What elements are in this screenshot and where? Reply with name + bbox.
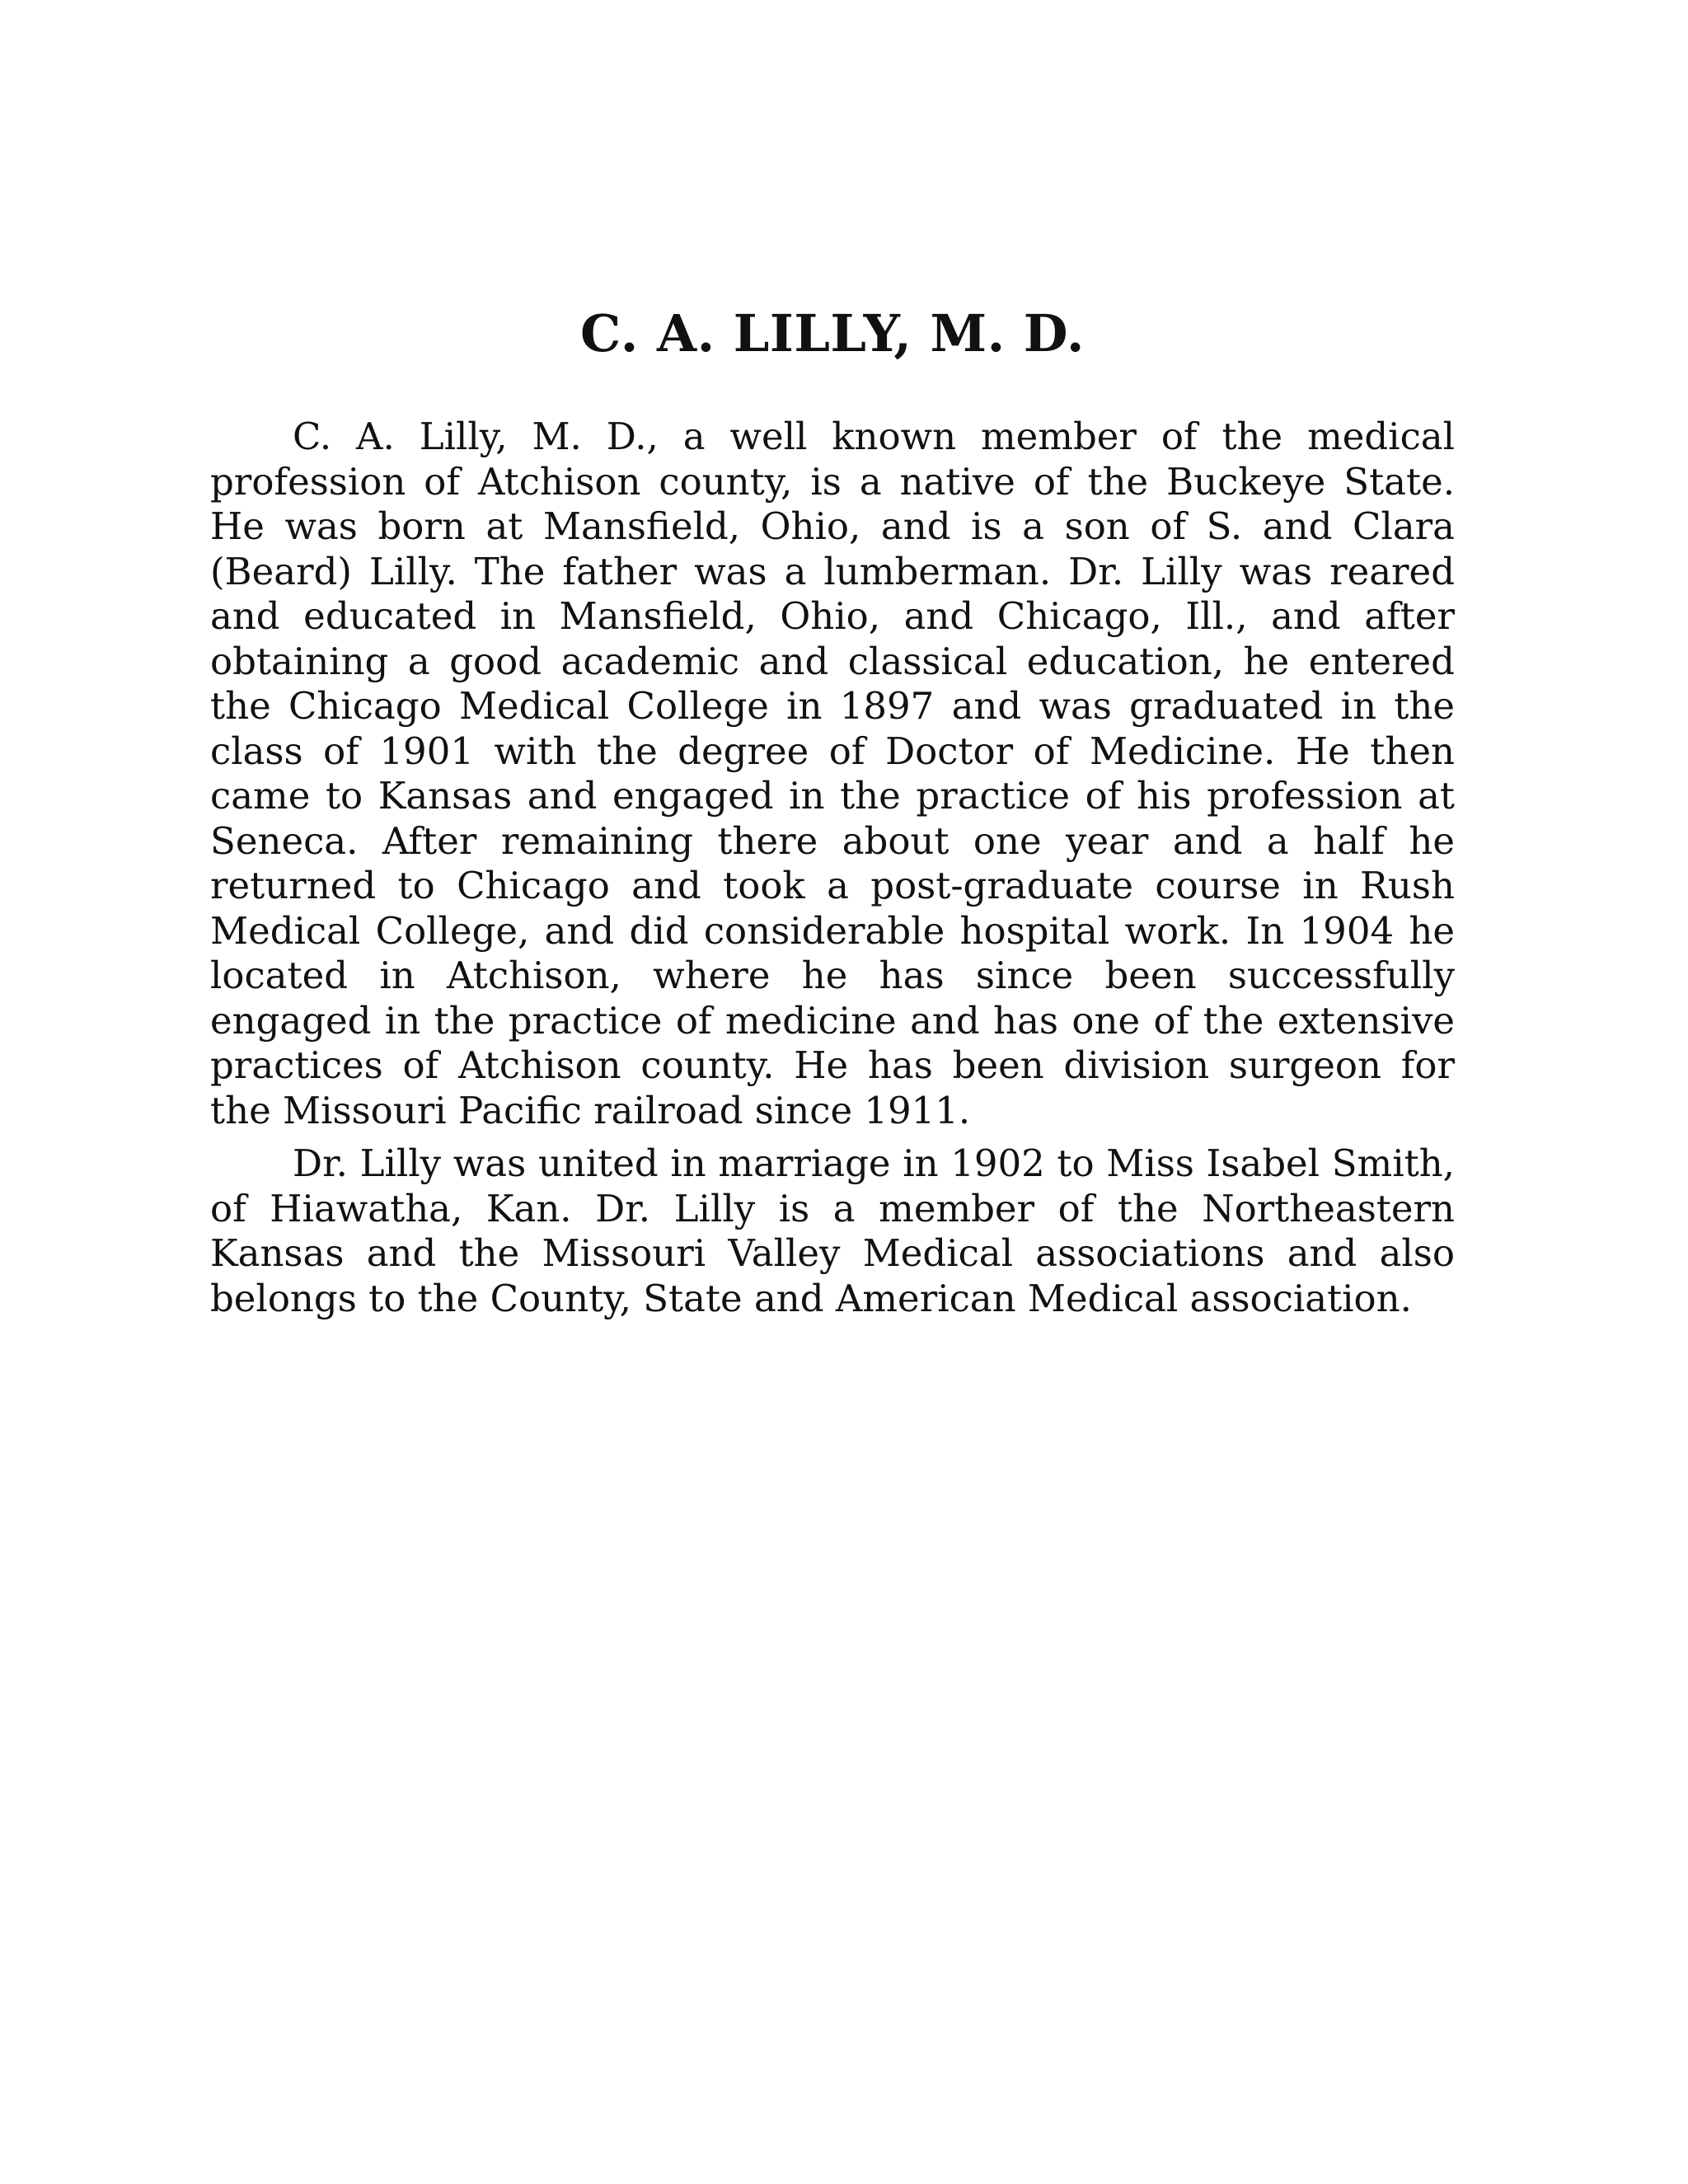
- page-title: C. A. LILLY, M. D.: [580, 303, 1085, 363]
- biography-paragraph-2: Dr. Lilly was united in marriage in 1902 to Miss Isabel Smith, of Hiawatha, Kan. Dr. Lilly is a member of the Northeastern Kansas and the Missouri Valley Medical associations and also belongs to the County, State and American Medical association.: [210, 1141, 1455, 1320]
- biography-paragraph-1: C. A. Lilly, M. D., a well known member of the medical profession of Atchison county, is a native of the Buckeye State. He was born at Mansfield, Ohio, and is a son of S. and Clara (Beard) Lilly. The father was a lumberman. Dr. Lilly was reared and educated in Mansfield, Ohio, and Chicago, Ill., and after obtaining a good academic and classical education, he entered the Chicago Medical College in 1897 and was graduated in the class of 1901 with the degree of Doctor of Medicine. He then came to Kansas and engaged in the practice of his profession at Seneca. After remaining there about one year and a half he returned to Chicago and took a post-graduate course in Rush Medical College, and did considerable hospital work. In 1904 he located in Atchison, where he has since been successfully engaged in the practice of medicine and has one of the extensive practices of Atchison county. He has been division surgeon for the Missouri Pacific railroad since 1911.: [210, 415, 1455, 1132]
- biography-content: [210, 301, 1455, 1329]
